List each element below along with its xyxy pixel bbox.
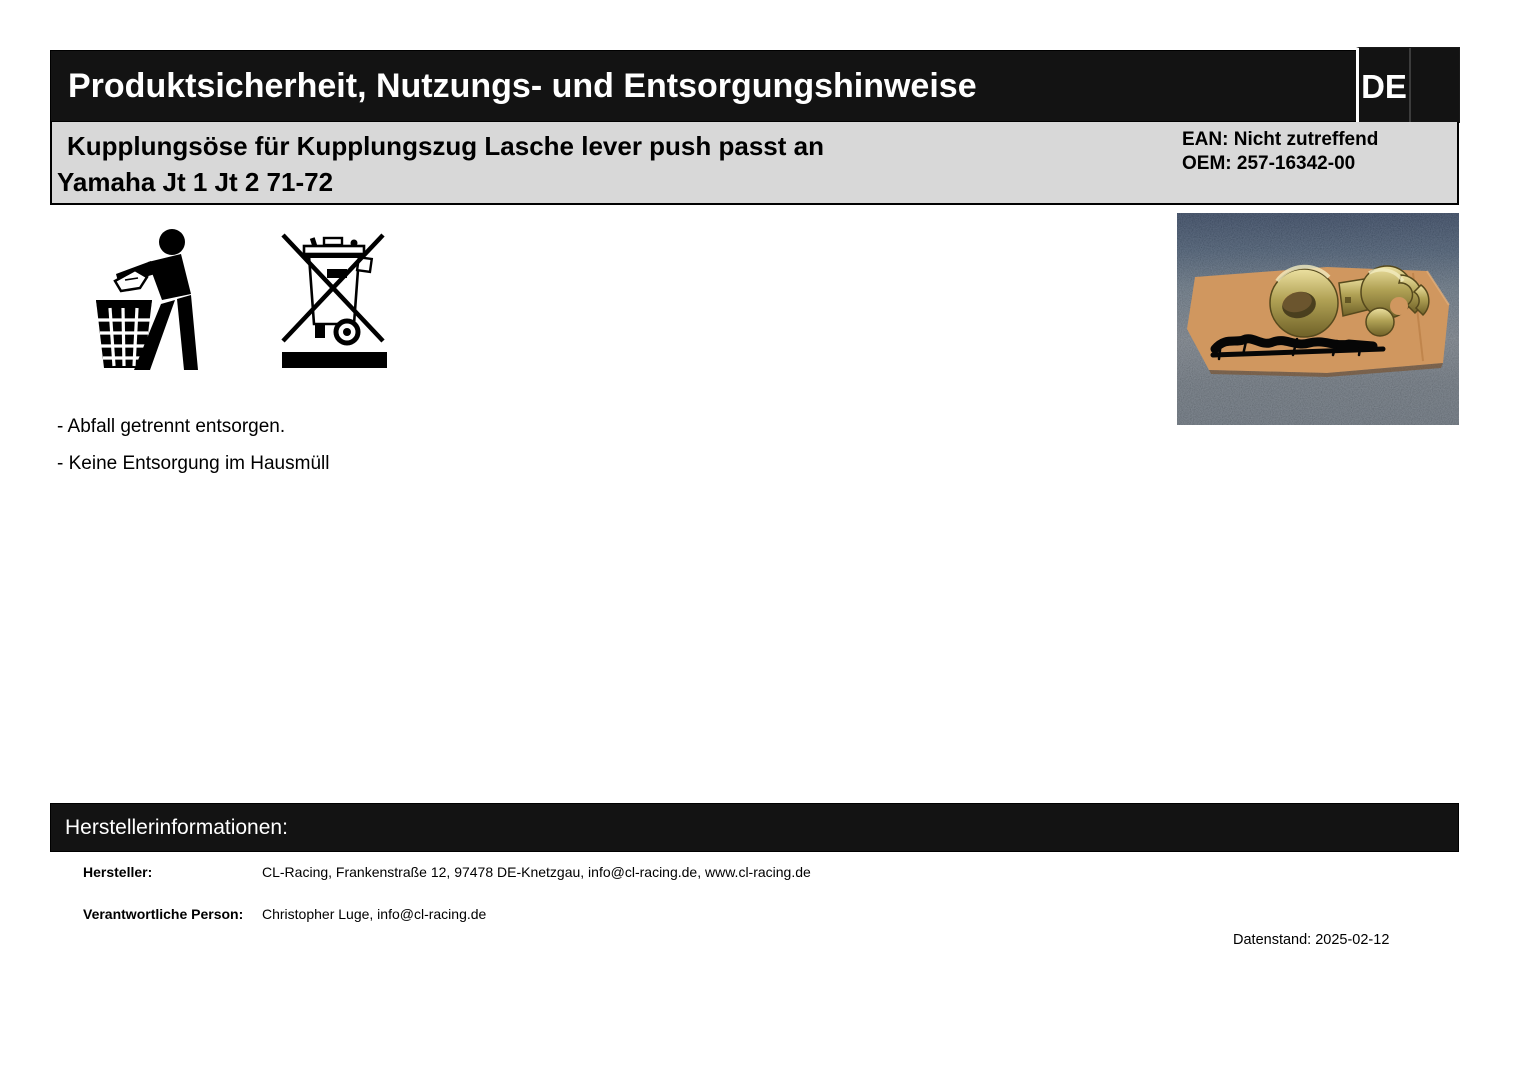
product-photo (1177, 213, 1459, 425)
language-label: DE (1361, 68, 1407, 105)
product-name-line1: Kupplungsöse für Kupplungszug Lasche lever push passt an (67, 131, 824, 161)
manufacturer-section-bar (50, 803, 1459, 852)
tidyman-disposal-icon (88, 228, 208, 373)
responsible-person-value: Christopher Luge, info@cl-racing.de (262, 906, 487, 922)
disposal-notes (57, 412, 329, 486)
product-codes (1182, 128, 1378, 176)
manufacturer-label: Hersteller: (83, 864, 153, 880)
language-tab-divider (1409, 48, 1411, 122)
weee-crossed-bin-icon (277, 229, 392, 374)
header (50, 50, 1459, 205)
disposal-note: - Abfall getrennt entsorgen. (57, 416, 286, 437)
manufacturer-section-title: Herstellerinformationen: (65, 816, 288, 839)
data-status: Datenstand: 2025-02-12 (1233, 932, 1390, 948)
disposal-note: - Keine Entsorgung im Hausmüll (57, 453, 330, 474)
language-tab (1356, 47, 1460, 123)
manufacturer-value: CL-Racing, Frankenstraße 12, 97478 DE-Knetzgau, info@cl-racing.de, www.cl-racing.de (262, 864, 811, 880)
responsible-person-label: Verantwortliche Person: (83, 906, 244, 922)
ean-value: EAN: Nicht zutreffend (1182, 129, 1379, 150)
oem-value: OEM: 257-16342-00 (1182, 153, 1356, 174)
page-title: Produktsicherheit, Nutzungs- und Entsorgungshinweise (68, 67, 977, 105)
title-bar (50, 50, 1459, 122)
weee-bar (282, 352, 387, 368)
product-name-line2: Yamaha Jt 1 Jt 2 71-72 (57, 167, 334, 197)
product-header (50, 122, 1459, 205)
